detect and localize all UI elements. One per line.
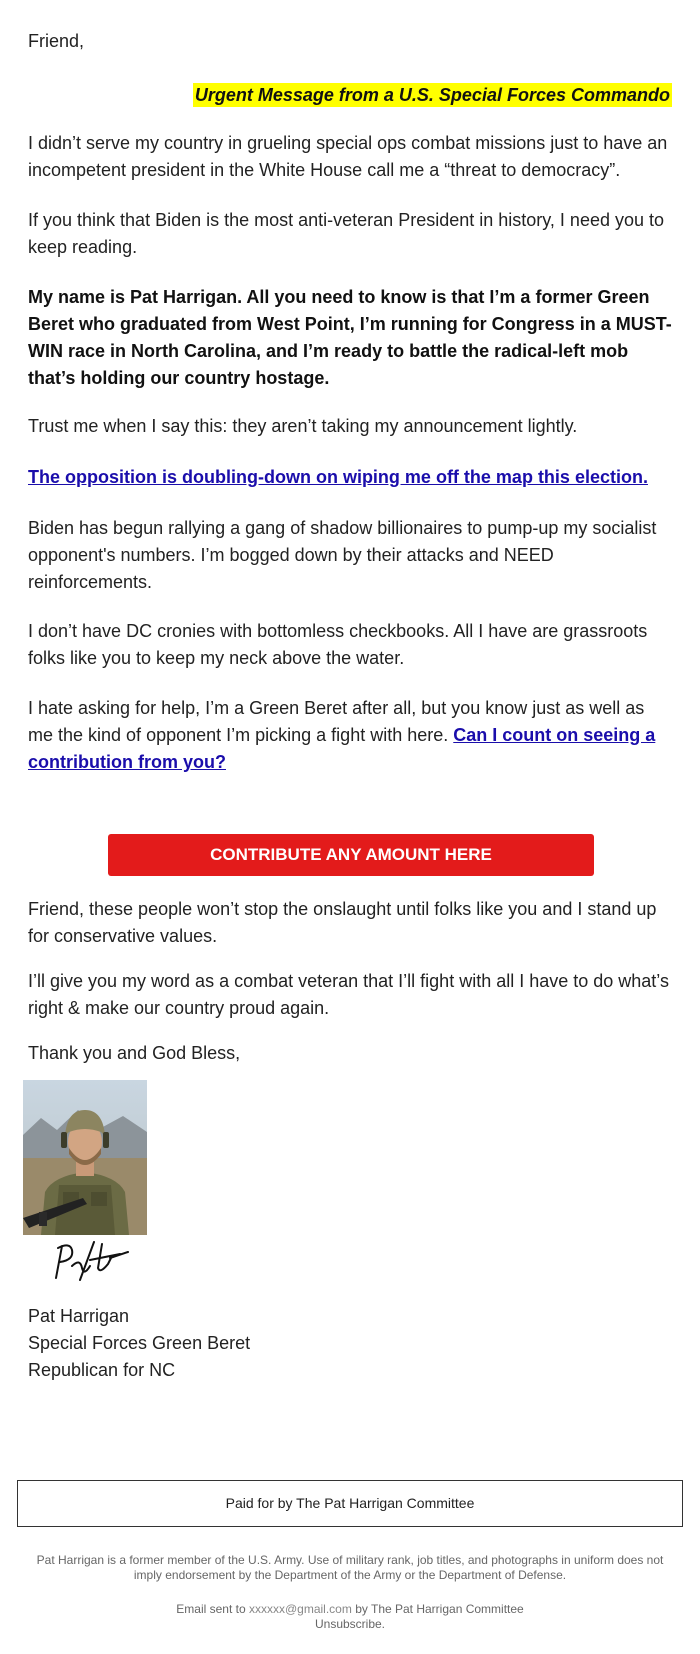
headline-highlight: Urgent Message from a U.S. Special Forces Commando xyxy=(194,85,670,105)
paid-for-text: Paid for by The Pat Harrigan Committee xyxy=(225,1495,475,1511)
signature-block xyxy=(28,1303,250,1384)
footer-suffix: by The Pat Harrigan Committee xyxy=(351,1602,524,1616)
footer-email: xxxxxx@gmail.com xyxy=(248,1602,352,1616)
footer-sent-line xyxy=(30,1602,670,1617)
email-footer xyxy=(30,1602,670,1632)
greeting: Friend, xyxy=(28,31,85,51)
military-disclaimer: Pat Harrigan is a former member of the U.S. Army. Use of military rank, job titles, and photographs in uniform does not imply endorsement by the Department of the Army or the Department of Defense. xyxy=(36,1553,664,1582)
paragraph-9: Friend, these people won’t stop the onslaught until folks like you and I stand up for conservative values. xyxy=(28,899,657,946)
signature-image xyxy=(50,1238,132,1284)
signature-title: Special Forces Green Beret xyxy=(28,1333,251,1353)
closing-line: Thank you and God Bless, xyxy=(28,1043,241,1063)
paragraph-10: I’ll give you my word as a combat veteran that I’ll fight with all I have to do what’s right & make our country proud again. xyxy=(28,971,669,1018)
paragraph-8-text: I hate asking for help, I’m a Green Beret after all, but you know just as well as me the kind of opponent I’m picking a fight with here. xyxy=(28,698,645,745)
footer-prefix: Email sent to xyxy=(176,1602,249,1616)
paragraph-1: I didn’t serve my country in grueling special ops combat missions just to have an incompetent president in the White House call me a “threat to democracy”. xyxy=(28,133,668,180)
unsubscribe-link[interactable]: Unsubscribe. xyxy=(314,1617,386,1631)
opposition-link[interactable]: The opposition is doubling-down on wiping me off the map this election. xyxy=(28,467,648,487)
signature-name: Pat Harrigan xyxy=(28,1306,130,1326)
paragraph-8 xyxy=(28,695,674,776)
paragraph-5 xyxy=(28,464,674,491)
paid-for-box xyxy=(17,1480,683,1527)
contribution-link[interactable]: Can I count on seeing a contribution from you? xyxy=(28,725,656,772)
candidate-photo xyxy=(23,1080,147,1235)
paragraph-3-bold: My name is Pat Harrigan. All you need to know is that I’m a former Green Beret who graduated from West Point, I’m running for Congress in a MUST-WIN race in North Carolina, and I’m ready to battle the radical-left mob that’s holding our country hostage. xyxy=(28,287,672,388)
signature-party: Republican for NC xyxy=(28,1360,176,1380)
paragraph-6: Biden has begun rallying a gang of shadow billionaires to pump-up my socialist opponent's numbers. I’m bogged down by their attacks and NEED reinforcements. xyxy=(28,518,657,592)
contribute-button[interactable]: CONTRIBUTE ANY AMOUNT HERE xyxy=(108,834,594,876)
paragraph-4: Trust me when I say this: they aren’t taking my announcement lightly. xyxy=(28,416,578,436)
paragraph-2: If you think that Biden is the most anti-veteran President in history, I need you to keep reading. xyxy=(28,210,665,257)
paragraph-7: I don’t have DC cronies with bottomless checkbooks. All I have are grassroots folks like you to keep my neck above the water. xyxy=(28,621,648,668)
